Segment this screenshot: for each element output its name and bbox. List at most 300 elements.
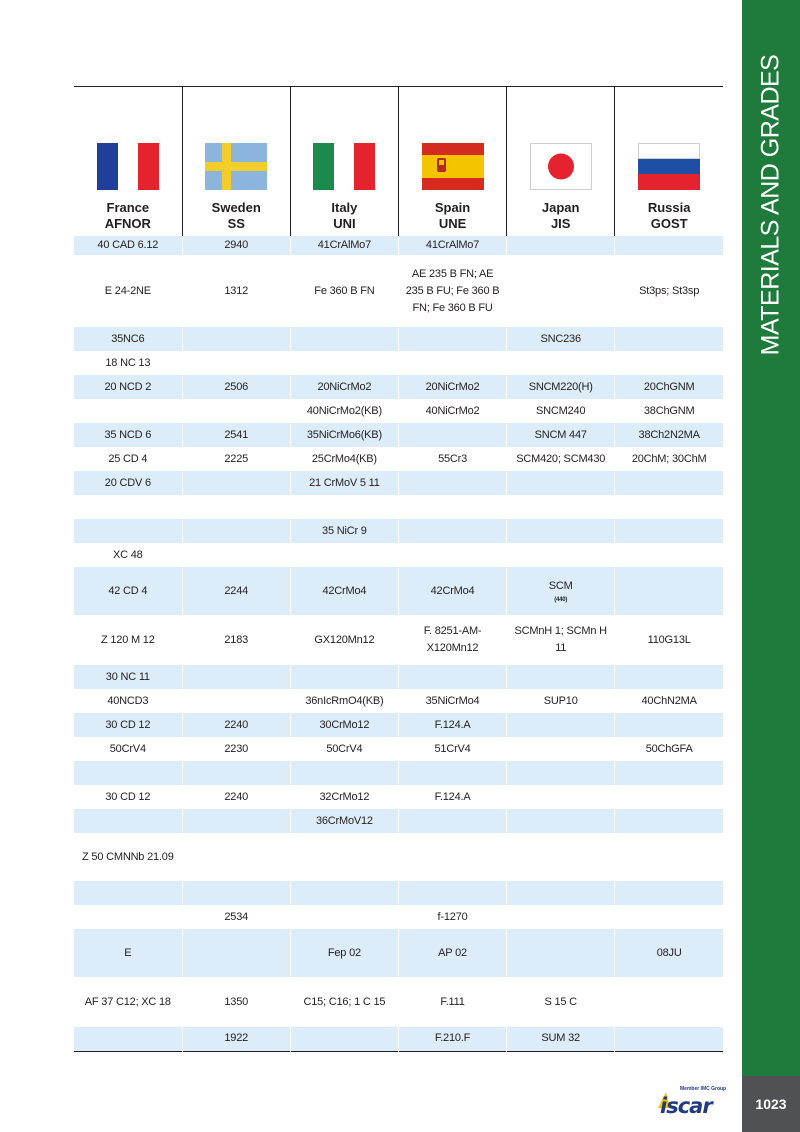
cell-text: AE 235 B FN; AE 235 B FU; Fe 360 B FN; Fe 360 B FU xyxy=(405,267,500,314)
table-row xyxy=(74,495,723,519)
table-cell xyxy=(615,327,723,351)
table-cell xyxy=(507,495,615,519)
page-number: 1023 xyxy=(742,1076,800,1132)
table-cell xyxy=(615,785,723,809)
table-cell xyxy=(290,689,398,713)
cell-text: 55Cr3 xyxy=(438,452,468,465)
country-name: Russia xyxy=(647,200,691,215)
table-cell xyxy=(398,327,506,351)
table-cell xyxy=(182,833,290,881)
table-cell xyxy=(507,255,615,327)
table-cell xyxy=(74,761,182,785)
table-cell xyxy=(615,471,723,495)
table-cell xyxy=(290,399,398,423)
france-flag-icon xyxy=(97,143,159,190)
table-cell xyxy=(507,236,615,255)
table-cell xyxy=(507,737,615,761)
cell-text: 20 CDV 6 xyxy=(104,476,151,489)
cell-text: 40NCD3 xyxy=(107,694,149,707)
cell-text: 40 CAD 6.12 xyxy=(97,239,159,251)
table-cell xyxy=(398,809,506,833)
table-cell xyxy=(507,567,615,615)
table-cell xyxy=(507,519,615,543)
cell-text: 2183 xyxy=(224,633,249,646)
table-cell xyxy=(182,737,290,761)
table-cell xyxy=(74,665,182,689)
table-cell xyxy=(290,519,398,543)
cell-text: 36nIcRmO4(KB) xyxy=(305,694,384,707)
table-cell xyxy=(74,567,182,615)
table-cell xyxy=(182,375,290,399)
table-cell xyxy=(290,785,398,809)
table-cell xyxy=(615,255,723,327)
table-cell xyxy=(182,447,290,471)
cell-text: AP 02 xyxy=(438,946,467,959)
table-cell xyxy=(290,423,398,447)
cell-text: 35 NCD 6 xyxy=(104,428,152,441)
cell-text: 35NiCrMo4 xyxy=(425,694,480,707)
table-cell xyxy=(615,236,723,255)
table-row xyxy=(74,447,723,471)
logo-member-text: Member IMC Group xyxy=(680,1086,727,1092)
table-cell xyxy=(615,375,723,399)
cell-text: F.210.F xyxy=(434,1032,471,1045)
table-cell xyxy=(507,761,615,785)
table-cell xyxy=(74,833,182,881)
table-cell xyxy=(398,833,506,881)
table-row xyxy=(74,567,723,615)
table-row xyxy=(74,255,723,327)
cell-text: 42CrMo4 xyxy=(430,584,475,597)
table-cell xyxy=(74,543,182,567)
cell-text: 30 CD 12 xyxy=(105,790,151,803)
cell-text: 20ChGNM xyxy=(643,380,695,393)
cell-text: S 15 C xyxy=(544,995,577,1008)
table-cell xyxy=(290,615,398,665)
table-cell xyxy=(182,809,290,833)
table-cell xyxy=(182,761,290,785)
table-cell xyxy=(290,471,398,495)
table-cell xyxy=(398,519,506,543)
cell-text: 1312 xyxy=(224,284,249,297)
table-cell xyxy=(182,495,290,519)
table-cell xyxy=(290,833,398,881)
cell-text: SNC236 xyxy=(540,332,581,345)
cell-text: SNCM240 xyxy=(536,404,586,417)
table-cell xyxy=(507,713,615,737)
table-row xyxy=(74,833,723,881)
iscar-logo xyxy=(656,1086,728,1120)
table-cell xyxy=(507,665,615,689)
column-header xyxy=(182,87,290,237)
table-row xyxy=(74,977,723,1027)
table-cell xyxy=(182,255,290,327)
grades-body xyxy=(74,236,723,1051)
table-cell xyxy=(182,471,290,495)
table-cell xyxy=(507,905,615,929)
table-cell xyxy=(74,255,182,327)
cell-text: 50CrV4 xyxy=(109,742,146,755)
cell-text: 2240 xyxy=(224,790,249,803)
table-cell xyxy=(507,543,615,567)
table-cell xyxy=(398,543,506,567)
table-row xyxy=(74,399,723,423)
table-cell xyxy=(398,737,506,761)
table-cell xyxy=(398,471,506,495)
cell-text: F.124.A xyxy=(434,718,471,731)
cell-text: 110G13L xyxy=(647,633,691,646)
table-cell xyxy=(398,881,506,905)
table-cell xyxy=(615,689,723,713)
table-cell xyxy=(398,615,506,665)
cell-text: 35NC6 xyxy=(111,332,145,345)
cell-text: 2240 xyxy=(224,718,249,731)
table-cell xyxy=(182,905,290,929)
cell-text: 30CrMo12 xyxy=(319,718,370,731)
table-cell xyxy=(182,543,290,567)
table-row xyxy=(74,543,723,567)
cell-text: F. 8251-AM-X120Mn12 xyxy=(423,625,482,654)
table-cell xyxy=(182,977,290,1027)
table-cell xyxy=(507,977,615,1027)
table-cell xyxy=(615,495,723,519)
table-row xyxy=(74,881,723,905)
table-cell xyxy=(615,665,723,689)
table-cell xyxy=(74,977,182,1027)
column-header xyxy=(74,87,182,237)
table-row xyxy=(74,665,723,689)
table-cell xyxy=(507,423,615,447)
table-row xyxy=(74,351,723,375)
table-cell xyxy=(398,761,506,785)
cell-text: 1922 xyxy=(224,1032,249,1045)
cell-text: 51CrV4 xyxy=(434,742,471,755)
table-cell xyxy=(74,375,182,399)
cell-text: SUP10 xyxy=(543,694,578,707)
cell-text: F.111 xyxy=(440,995,465,1008)
table-row xyxy=(74,615,723,665)
cell-text: SCM xyxy=(548,579,573,592)
table-cell xyxy=(615,929,723,977)
table-cell xyxy=(507,1027,615,1051)
table-cell xyxy=(182,519,290,543)
table-cell xyxy=(290,737,398,761)
table-cell xyxy=(507,351,615,375)
table-cell xyxy=(290,567,398,615)
table-cell xyxy=(290,351,398,375)
table-cell xyxy=(182,567,290,615)
table-cell xyxy=(74,737,182,761)
cell-text: E xyxy=(124,946,132,959)
cell-text: 2534 xyxy=(224,910,249,923)
cell-text: Fe 360 B FN xyxy=(314,284,375,297)
cell-text: 41CrAlMo7 xyxy=(425,239,480,251)
table-cell xyxy=(615,833,723,881)
table-cell xyxy=(290,375,398,399)
cell-text: 2244 xyxy=(224,584,249,597)
table-cell xyxy=(74,351,182,375)
cell-text: 35 NiCr 9 xyxy=(322,524,367,537)
table-row xyxy=(74,327,723,351)
cell-text: 30 NC 11 xyxy=(105,670,150,683)
table-cell xyxy=(74,1027,182,1051)
table-cell xyxy=(398,977,506,1027)
table-cell xyxy=(74,785,182,809)
japan-flag-icon xyxy=(530,143,592,190)
column-header xyxy=(290,87,398,237)
table-cell xyxy=(507,785,615,809)
cell-text: XC 48 xyxy=(113,548,143,561)
section-title: MATERIALS AND GRADES xyxy=(756,54,785,356)
cell-text: 42 CD 4 xyxy=(108,584,148,597)
table-cell xyxy=(507,447,615,471)
table-cell xyxy=(615,447,723,471)
table-cell xyxy=(398,447,506,471)
table-cell xyxy=(398,713,506,737)
table-cell xyxy=(507,375,615,399)
cell-text: 42CrMo4 xyxy=(322,584,367,597)
table-cell xyxy=(398,1027,506,1051)
cell-text: 41CrAlMo7 xyxy=(317,239,371,251)
table-cell xyxy=(290,713,398,737)
cell-text: Z 120 M 12 xyxy=(101,633,155,646)
table-row xyxy=(74,737,723,761)
country-name: Japan xyxy=(541,200,580,215)
table-row xyxy=(74,809,723,833)
table-cell xyxy=(615,519,723,543)
table-cell xyxy=(615,761,723,785)
table-cell xyxy=(398,255,506,327)
table-cell xyxy=(74,471,182,495)
cell-text: AF 37 C12; XC 18 xyxy=(84,995,171,1008)
table-cell xyxy=(74,495,182,519)
table-cell xyxy=(182,399,290,423)
cell-text: 25 CD 4 xyxy=(108,452,148,465)
table-cell xyxy=(615,809,723,833)
table-row xyxy=(74,471,723,495)
cell-text: C15; C16; 1 C 15 xyxy=(303,995,386,1008)
table-cell xyxy=(182,423,290,447)
table-cell xyxy=(615,399,723,423)
table-cell xyxy=(290,761,398,785)
cell-text: 38Ch2N2MA xyxy=(638,428,700,441)
table-cell xyxy=(398,236,506,255)
table-row xyxy=(74,519,723,543)
table-cell xyxy=(182,351,290,375)
table-cell xyxy=(290,905,398,929)
standard-name: AFNOR xyxy=(104,216,151,231)
cell-text: SCM420; SCM430 xyxy=(516,452,606,465)
standard-name: UNE xyxy=(438,216,467,231)
cell-text: F.124.A xyxy=(434,790,471,803)
cell-text: 32CrMo12 xyxy=(319,790,370,803)
table-cell xyxy=(398,495,506,519)
table-cell xyxy=(74,809,182,833)
table-cell xyxy=(74,689,182,713)
italy-flag-icon xyxy=(313,143,375,190)
table-cell xyxy=(182,785,290,809)
table-cell xyxy=(615,977,723,1027)
table-cell xyxy=(507,399,615,423)
table-cell xyxy=(182,689,290,713)
cell-text: f-1270 xyxy=(437,910,468,923)
table-cell xyxy=(290,543,398,567)
table-cell xyxy=(507,833,615,881)
column-header xyxy=(507,87,615,237)
table-cell xyxy=(74,929,182,977)
grades-table xyxy=(74,86,723,1052)
table-cell xyxy=(398,423,506,447)
table-cell xyxy=(290,665,398,689)
table-cell xyxy=(182,236,290,255)
cell-text: 30 CD 12 xyxy=(105,718,151,731)
table-cell xyxy=(398,399,506,423)
table-cell xyxy=(398,929,506,977)
table-cell xyxy=(507,809,615,833)
header-row xyxy=(74,87,723,237)
cell-text: 40NiCrMo2(KB) xyxy=(306,404,382,417)
standard-name: JIS xyxy=(550,216,571,231)
cell-text: 2940 xyxy=(224,239,249,251)
table-cell xyxy=(398,351,506,375)
cell-text: St3ps; St3sp xyxy=(639,284,700,297)
table-cell xyxy=(507,689,615,713)
table-cell xyxy=(290,977,398,1027)
cell-text: 2225 xyxy=(224,452,249,465)
table-cell xyxy=(290,447,398,471)
table-cell xyxy=(74,399,182,423)
russia-flag-icon xyxy=(638,143,700,190)
table-cell xyxy=(74,881,182,905)
table-cell xyxy=(290,495,398,519)
table-cell xyxy=(615,713,723,737)
table-cell xyxy=(398,665,506,689)
table-cell xyxy=(615,1027,723,1051)
table-row xyxy=(74,785,723,809)
cell-text: 40NiCrMo2 xyxy=(425,404,480,417)
table-cell xyxy=(615,737,723,761)
table-cell xyxy=(182,327,290,351)
table-cell xyxy=(182,615,290,665)
table-cell xyxy=(615,881,723,905)
table-cell xyxy=(507,929,615,977)
table-cell xyxy=(398,689,506,713)
table-cell xyxy=(398,905,506,929)
table-cell xyxy=(74,905,182,929)
table-cell xyxy=(182,929,290,977)
cell-subscript: (440) xyxy=(554,596,568,603)
cell-text: 21 CrMoV 5 11 xyxy=(309,476,380,489)
cell-text: SNCM220(H) xyxy=(528,380,593,393)
table-cell xyxy=(615,351,723,375)
column-header xyxy=(615,87,723,237)
country-name: Sweden xyxy=(211,200,261,215)
table-cell xyxy=(290,255,398,327)
sweden-flag-icon xyxy=(205,143,267,190)
logo-wordmark: iscar xyxy=(660,1094,712,1118)
column-header xyxy=(398,87,506,237)
table-cell xyxy=(290,881,398,905)
cell-text: 50ChGFA xyxy=(645,742,693,755)
cell-text: Fep 02 xyxy=(327,946,361,959)
table-cell xyxy=(615,567,723,615)
table-cell xyxy=(290,809,398,833)
table-row xyxy=(74,689,723,713)
table-row xyxy=(74,713,723,737)
standard-name: GOST xyxy=(650,216,688,231)
cell-text: 20 NCD 2 xyxy=(104,380,152,393)
table-row xyxy=(74,423,723,447)
standard-name: SS xyxy=(227,216,245,231)
table-cell xyxy=(182,1027,290,1051)
table-cell xyxy=(290,236,398,255)
table-cell xyxy=(290,929,398,977)
cell-text: 25CrMo4(KB) xyxy=(311,452,377,465)
cell-text: Z 50 CMNNb 21.09 xyxy=(82,850,174,863)
country-name: Spain xyxy=(434,200,471,215)
table-cell xyxy=(615,615,723,665)
table-cell xyxy=(74,236,182,255)
table-cell xyxy=(615,543,723,567)
table-row xyxy=(74,1027,723,1051)
cell-text: 35NiCrMo6(KB) xyxy=(306,428,382,441)
cell-text: 2506 xyxy=(224,380,249,393)
country-name: Italy xyxy=(331,200,358,215)
cell-text: E 24-2NE xyxy=(104,284,151,297)
cell-text: SNCM 447 xyxy=(534,428,587,441)
table-cell xyxy=(290,1027,398,1051)
table-cell xyxy=(182,881,290,905)
table-row xyxy=(74,905,723,929)
country-name: France xyxy=(106,200,150,215)
table-cell xyxy=(398,567,506,615)
cell-text: 36CrMoV12 xyxy=(315,814,373,827)
table-cell xyxy=(74,327,182,351)
table-cell xyxy=(507,881,615,905)
table-cell xyxy=(290,327,398,351)
table-row xyxy=(74,375,723,399)
spain-flag-icon xyxy=(422,143,484,190)
table-cell xyxy=(74,519,182,543)
cell-text: 2230 xyxy=(224,742,249,755)
cell-text: 1350 xyxy=(224,995,249,1008)
cell-text: 20NiCrMo2 xyxy=(317,380,372,393)
table-cell xyxy=(398,375,506,399)
table-row xyxy=(74,236,723,255)
cell-text: SCMnH 1; SCMn H 11 xyxy=(514,625,607,654)
table-cell xyxy=(74,447,182,471)
cell-text: 38ChGNM xyxy=(643,404,695,417)
table-cell xyxy=(74,615,182,665)
cell-text: 50CrV4 xyxy=(326,742,363,755)
standard-name: UNI xyxy=(333,216,356,231)
table-cell xyxy=(182,665,290,689)
cell-text: 08JU xyxy=(656,946,682,959)
table-cell xyxy=(74,713,182,737)
table-cell xyxy=(182,713,290,737)
table-cell xyxy=(507,471,615,495)
cell-text: 20NiCrMo2 xyxy=(425,380,480,393)
cell-text: 40ChN2MA xyxy=(641,694,697,707)
table-cell xyxy=(615,423,723,447)
table-row xyxy=(74,929,723,977)
cell-text: GX120Mn12 xyxy=(314,633,375,646)
cell-text: 2541 xyxy=(224,428,249,441)
table-cell xyxy=(507,615,615,665)
table-cell xyxy=(74,423,182,447)
table-cell xyxy=(398,785,506,809)
cell-text: SUM 32 xyxy=(541,1032,580,1045)
